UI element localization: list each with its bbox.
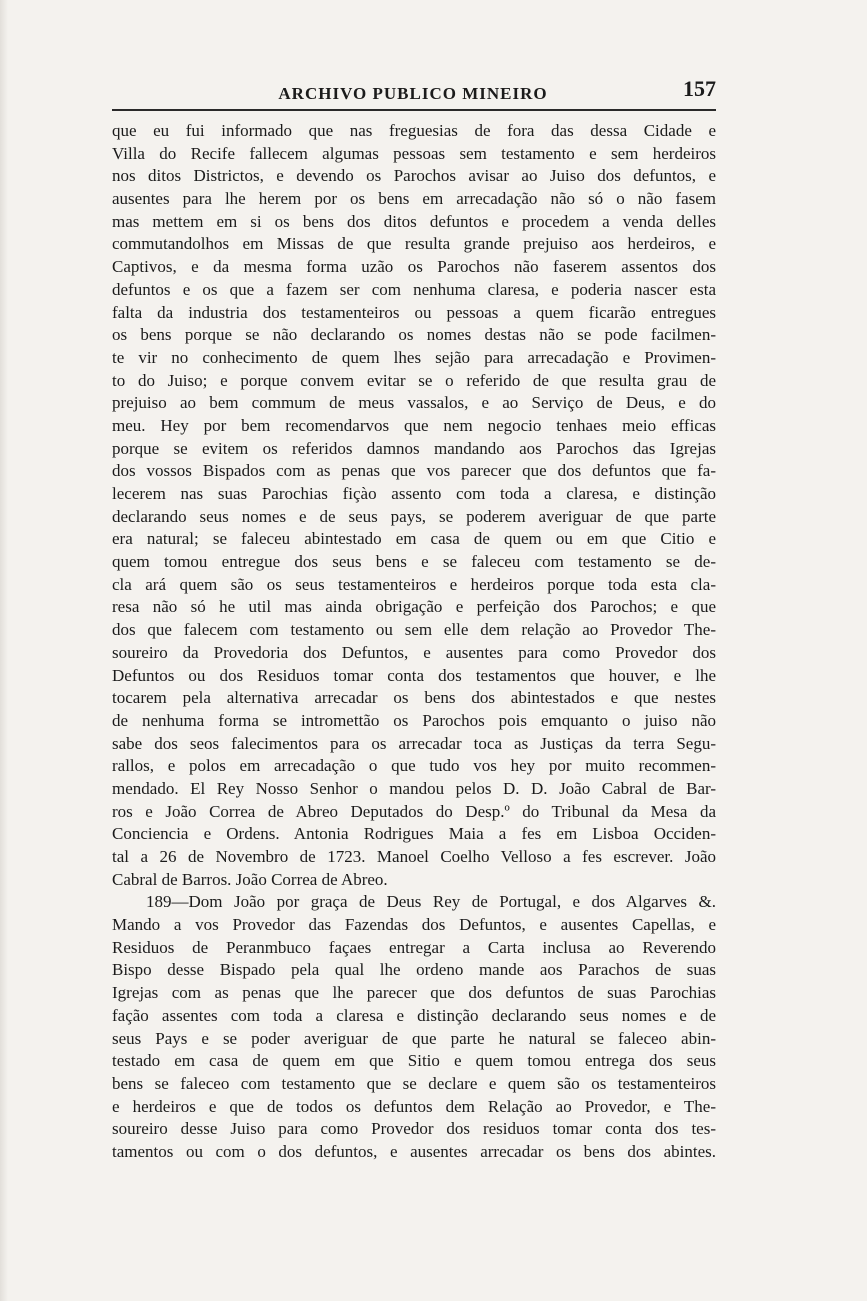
text-line: Captivos, e da mesma forma uzão os Parochos não faserem assentos dos [112, 257, 716, 277]
page-number: 157 [683, 76, 716, 101]
text-line: te vir no conhecimento de quem lhes sejão para arrecadação e Provimen- [112, 347, 716, 367]
text-line: Bispo desse Bispado pela qual lhe ordeno mande aos Parachos de suas [112, 960, 716, 980]
page-edge-shadow [0, 0, 8, 1301]
text-line: falta da industria dos testamenteiros ou pessoas a quem ficarão entregues [112, 302, 716, 322]
text-line: Villa do Recife fallecem algumas pessoas sem testamento e sem herdeiros [112, 143, 716, 163]
running-title: ARCHIVO PUBLICO MINEIRO [278, 84, 548, 103]
text-line: nos ditos Districtos, e devendo os Parochos avisar ao Juiso dos defuntos, e [112, 166, 716, 186]
text-line: sabe dos seos falecimentos para os arrecadar toca as Justiças da terra Segu- [112, 733, 716, 753]
text-line: tamentos ou com o dos defuntos, e ausentes arrecadar os bens dos abintes. [112, 1141, 716, 1161]
text-line: Igrejas com as penas que lhe parecer que dos defuntos de suas Parochias [112, 983, 716, 1003]
header-rule [112, 109, 716, 111]
text-line: lecerem nas suas Parochias fiçào assento com toda a claresa, e distinção [112, 484, 716, 503]
text-line: Cabral de Barros. João Correa de Abreo. [112, 869, 388, 889]
text-line: mas mettem em si os bens dos ditos defuntos e procedem a venda delles [112, 211, 716, 231]
text-line: ausentes para lhe herem por os bens em arrecadação não só o não fasem [112, 189, 716, 209]
text-line: dos vossos Bispados com as penas que vos parecer que dos defuntos que fa- [112, 461, 716, 481]
text-line: defuntos e os que a fazem ser com nenhuma claresa, e poderia nascer esta [112, 279, 716, 299]
text-line: mendado. El Rey Nosso Senhor o mandou pelos D. D. João Cabral de Bar- [112, 778, 716, 798]
text-line: resa não só he util mas ainda obrigação e perfeição dos Parochos; e que [112, 597, 716, 617]
body-text [112, 120, 716, 1164]
text-line: soureiro da Provedoria dos Defuntos, e ausentes para como Provedor dos [112, 642, 716, 662]
text-line: Defuntos ou dos Residuos tomar conta dos testamentos que houver, e lhe [112, 665, 716, 685]
text-line: tocarem pela alternativa arrecadar os bens dos abintestados e que nestes [112, 688, 716, 708]
text-line: seus Pays e se poder averiguar de que parte he natural se faleceo abin- [112, 1028, 716, 1048]
text-line: commutandolhos em Missas de que resulta grande prejuiso aos herdeiros, e [112, 234, 716, 254]
text-line: de nenhuma forma se intromettão os Parochos pois emquanto o juiso não [112, 710, 716, 730]
text-line: meu. Hey por bem recomendarvos que nem negocio tenhaes meio efficas [112, 415, 716, 435]
text-line: 189—Dom João por graça de Deus Rey de Portugal, e dos Algarves &. [146, 892, 716, 912]
text-line: prejuiso ao bem commum de meus vassalos, e ao Serviço de Deus, e do [112, 393, 716, 413]
text-line: que eu fui informado que nas freguesias de fora das dessa Cidade e [112, 121, 716, 140]
text-line: testado em casa de quem em que Sitio e quem tomou entrega dos seus [112, 1051, 716, 1071]
text-line: porque se evitem os referidos damnos mandando aos Parochos das Igrejas [112, 438, 716, 458]
text-line: Conciencia e Ordens. Antonia Rodrigues Maia a fes em Lisboa Occiden- [112, 824, 716, 844]
page-header [108, 74, 718, 108]
text-line: os bens porque se não declarando os nomes destas não se pode facilmen- [112, 325, 716, 345]
text-line: tal a 26 de Novembro de 1723. Manoel Coelho Velloso a fes escrever. João [112, 847, 716, 866]
text-line: era natural; se faleceu abintestado em casa de quem ou em que Citio e [112, 529, 716, 549]
text-line: dos que falecem com testamento ou sem elle dem relação ao Provedor The- [112, 620, 716, 640]
text-line: rallos, e polos em arrecadação o que tudo vos hey por muito recommen- [112, 756, 716, 776]
text-line: fação assentes com toda a claresa e distinção declarando seus nomes e de [112, 1005, 716, 1025]
text-line: cla ará quem são os seus testamenteiros e herdeiros porque toda esta cla- [112, 574, 716, 594]
text-line: bens se faleceo com testamento que se declare e quem são os testamenteiros [112, 1073, 716, 1093]
text-line: ros e João Correa de Abreo Deputados do Desp.º do Tribunal da Mesa da [112, 801, 716, 821]
text-line: Residuos de Peranmbuco façaes entregar a Carta inclusa ao Reverendo [112, 937, 716, 957]
text-line: declarando seus nomes e de seus pays, se poderem averiguar de que parte [112, 506, 716, 526]
text-line: e herdeiros e que de todos os defuntos dem Relação ao Provedor, e The- [112, 1096, 716, 1116]
text-line: quem tomou entregue dos seus bens e se faleceu com testamento se de- [112, 552, 716, 572]
text-line: Mando a vos Provedor das Fazendas dos Defuntos, e ausentes Capellas, e [112, 915, 716, 935]
text-line: soureiro desse Juiso para como Provedor dos residuos tomar conta dos tes- [112, 1119, 716, 1139]
text-line: to do Juiso; e porque convem evitar se o referido de que resulta grau de [112, 370, 716, 390]
